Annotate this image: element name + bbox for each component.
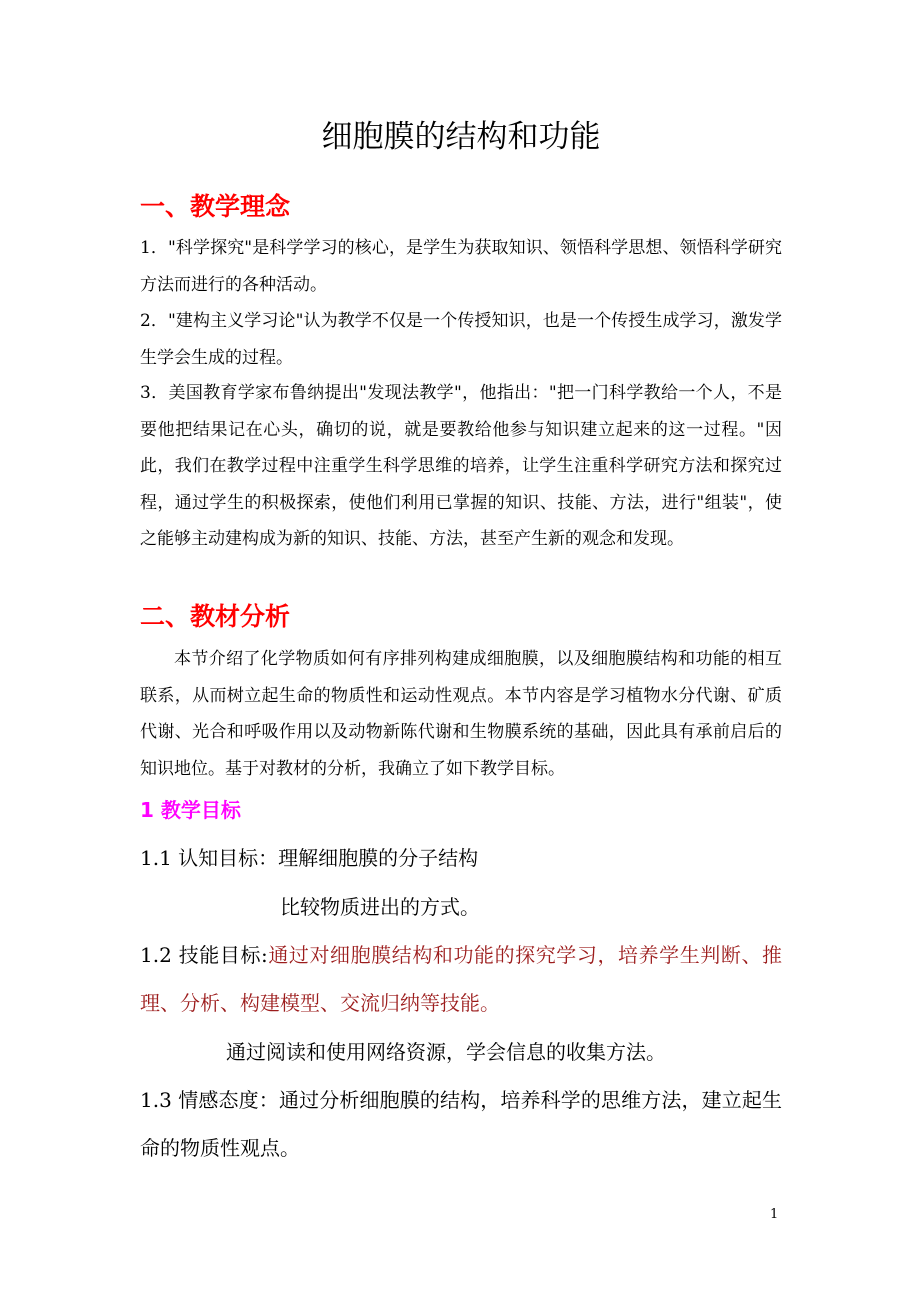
cognitive-objective-label: 1.1 认知目标： — [140, 846, 279, 870]
section-heading-material-analysis: 二、教材分析 — [140, 602, 291, 631]
emotion-objective-text: 通过分析细胞膜的结构，培养科学的思维方法，建立起生命的物质性观点。 — [140, 1088, 782, 1160]
cognitive-objective-line — [140, 843, 478, 873]
material-analysis-paragraph: 本节介绍了化学物质如何有序排列构建成细胞膜，以及细胞膜结构和功能的相互联系，从而树立起生命的物质性和运动性观点。本节内容是学习植物水分代谢、矿质代谢、光合和呼吸作用以及动物新陈代谢和生物膜系统的基础，因此具有承前启后的知识地位。基于对教材的分析，我确立了如下教学目标。 — [140, 649, 782, 779]
philosophy-point-2: 2．"建构主义学习论"认为教学不仅是一个传授知识，也是一个传授生成学习，激发学生学会生成的过程。 — [140, 311, 782, 368]
page-number: 1 — [770, 1207, 779, 1222]
teaching-objectives-heading: 1 教学目标 — [140, 798, 241, 822]
emotion-objective-label: 1.3 情感态度： — [140, 1088, 279, 1112]
cognitive-objective-text: 理解细胞膜的分子结构 — [278, 846, 479, 870]
philosophy-point-3: 3．美国教育学家布鲁纳提出"发现法教学"，他指出："把一门科学教给一个人，不是要他把结果记在心头，确切的说，就是要教给他参与知识建立起来的这一过程。"因此，我们在教学过程中注重学生科学思维的培养，让学生注重科学研究方法和探究过程，通过学生的积极探索，使他们利用已掌握的知识、技能、方法，进行"组装"，使之能够主动建构成为新的知识、技能、方法，甚至产生新的观念和发现。 — [140, 383, 782, 549]
cognitive-objective-line-2: 比较物质进出的方式。 — [280, 895, 480, 919]
skill-objective-line-2: 通过阅读和使用网络资源，学会信息的收集方法。 — [226, 1040, 666, 1064]
philosophy-point-1: 1．"科学探究"是科学学习的核心，是学生为获取知识、领悟科学思想、领悟科学研究方法而进行的各种活动。 — [140, 238, 782, 295]
emotion-objective-block — [140, 1076, 782, 1172]
section-heading-teaching-philosophy: 一、教学理念 — [140, 192, 291, 221]
skill-objective-text: 通过对细胞膜结构和功能的探究学习，培养学生判断、推理、分析、构建模型、交流归纳等技能。 — [140, 943, 783, 1015]
document-title: 细胞膜的结构和功能 — [321, 119, 601, 155]
skill-objective-block — [140, 931, 782, 1027]
skill-objective-label: 1.2 技能目标: — [140, 943, 268, 967]
